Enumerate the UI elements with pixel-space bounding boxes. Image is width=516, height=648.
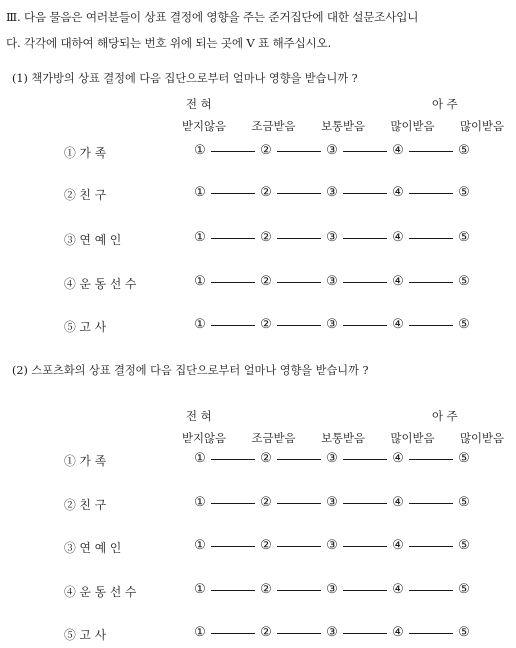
- question-1-title: (1) 책가방의 상표 결정에 다음 집단으로부터 얼마나 영향을 받습니까 ?: [12, 72, 358, 85]
- q1-scale-celebrity-connector-3: [343, 238, 387, 239]
- intro-text: [6, 4, 510, 56]
- q1-scale-celebrity-option-5[interactable]: ⑤: [458, 230, 470, 245]
- q1-scale-friend-option-5[interactable]: ⑤: [458, 185, 470, 200]
- q1-scale-label-2: 조금받음: [251, 119, 296, 133]
- q2-scale-celebrity-connector-2: [277, 546, 321, 547]
- q2-scale-family-option-2[interactable]: ②: [260, 451, 272, 466]
- q2-scale-celebrity-option-4[interactable]: ④: [392, 538, 404, 553]
- q2-scale-celebrity-option-5[interactable]: ⑤: [458, 538, 470, 553]
- q2-item-teacher: ⑤ 고 사: [64, 628, 107, 642]
- q1-scale-teacher-option-1[interactable]: ①: [194, 317, 206, 332]
- q2-scale-friend-option-1[interactable]: ①: [194, 495, 206, 510]
- q1-scale-celebrity-option-1[interactable]: ①: [194, 230, 206, 245]
- q2-scale-celebrity-connector-3: [343, 546, 387, 547]
- q1-scale-athlete[interactable]: [193, 275, 473, 291]
- q1-scale-celebrity-connector-2: [277, 238, 321, 239]
- q1-item-athlete: ④ 운 동 선 수: [64, 277, 137, 291]
- q1-scale-header-row: [182, 118, 504, 134]
- q2-scale-family-connector-2: [277, 459, 321, 460]
- q1-scale-teacher[interactable]: [193, 318, 473, 334]
- q1-scale-teacher-option-5[interactable]: ⑤: [458, 317, 470, 332]
- q1-scale-celebrity-option-3[interactable]: ③: [326, 230, 338, 245]
- q1-scale-family-connector-1: [211, 151, 255, 152]
- q2-scale-friend-option-2[interactable]: ②: [260, 495, 272, 510]
- q2-scale-family[interactable]: [193, 452, 473, 468]
- q2-scale-friend-option-5[interactable]: ⑤: [458, 495, 470, 510]
- q1-scale-family-option-5[interactable]: ⑤: [458, 143, 470, 158]
- q1-scale-friend-option-3[interactable]: ③: [326, 185, 338, 200]
- q1-item-teacher: ⑤ 고 사: [64, 320, 107, 334]
- q1-scale-celebrity-connector-1: [211, 238, 255, 239]
- q1-scale-family-option-2[interactable]: ②: [260, 143, 272, 158]
- q2-scale-teacher-option-5[interactable]: ⑤: [458, 625, 470, 640]
- q2-scale-family-option-3[interactable]: ③: [326, 451, 338, 466]
- q1-scale-athlete-option-5[interactable]: ⑤: [458, 274, 470, 289]
- q1-scale-family-connector-4: [409, 151, 453, 152]
- q2-scale-label-5: 많이받음: [459, 431, 504, 445]
- q2-scale-teacher-option-3[interactable]: ③: [326, 625, 338, 640]
- q1-scale-family-option-4[interactable]: ④: [392, 143, 404, 158]
- q2-scale-label-1: 받지않음: [182, 431, 227, 445]
- q2-scale-label-4: 많이받음: [390, 431, 435, 445]
- q1-scale-friend[interactable]: [193, 186, 473, 202]
- q1-scale-teacher-connector-4: [409, 325, 453, 326]
- q2-item-athlete: ④ 운 동 선 수: [64, 585, 137, 599]
- q1-scale-athlete-option-3[interactable]: ③: [326, 274, 338, 289]
- q2-scale-celebrity-option-2[interactable]: ②: [260, 538, 272, 553]
- q1-item-family: ① 가 족: [64, 146, 107, 160]
- q1-scale-family-option-3[interactable]: ③: [326, 143, 338, 158]
- q2-item-celebrity: ③ 연 예 인: [64, 541, 122, 555]
- q2-item-friend: ② 친 구: [64, 498, 107, 512]
- q2-scale-teacher[interactable]: [193, 626, 473, 642]
- q1-scale-athlete-option-1[interactable]: ①: [194, 274, 206, 289]
- q1-scale-athlete-connector-4: [409, 282, 453, 283]
- q1-scale-friend-option-4[interactable]: ④: [392, 185, 404, 200]
- q2-scale-athlete-option-3[interactable]: ③: [326, 582, 338, 597]
- q1-scale-low-label: 전 혀: [186, 97, 212, 111]
- q2-scale-friend-connector-3: [343, 503, 387, 504]
- q1-scale-label-3: 보통받음: [320, 119, 365, 133]
- q2-scale-athlete-option-2[interactable]: ②: [260, 582, 272, 597]
- q2-scale-friend-connector-4: [409, 503, 453, 504]
- q1-scale-friend-option-2[interactable]: ②: [260, 185, 272, 200]
- q1-scale-celebrity-option-2[interactable]: ②: [260, 230, 272, 245]
- q1-scale-family-option-1[interactable]: ①: [194, 143, 206, 158]
- q2-scale-teacher-option-1[interactable]: ①: [194, 625, 206, 640]
- q1-scale-label-5: 많이받음: [459, 119, 504, 133]
- question-2-title: (2) 스포츠화의 상표 결정에 다음 집단으로부터 얼마나 영향을 받습니까 ?: [12, 364, 369, 377]
- q2-scale-friend-option-4[interactable]: ④: [392, 495, 404, 510]
- q2-scale-athlete-connector-2: [277, 590, 321, 591]
- q2-scale-athlete-option-1[interactable]: ①: [194, 582, 206, 597]
- q1-scale-teacher-connector-1: [211, 325, 255, 326]
- q1-scale-friend-connector-2: [277, 193, 321, 194]
- q2-scale-athlete-option-5[interactable]: ⑤: [458, 582, 470, 597]
- q1-scale-friend-option-1[interactable]: ①: [194, 185, 206, 200]
- q2-scale-teacher-connector-2: [277, 633, 321, 634]
- q1-scale-athlete-option-2[interactable]: ②: [260, 274, 272, 289]
- q2-scale-friend-option-3[interactable]: ③: [326, 495, 338, 510]
- q1-scale-family-connector-3: [343, 151, 387, 152]
- q2-scale-header-row: [182, 430, 504, 446]
- q2-scale-celebrity-connector-1: [211, 546, 255, 547]
- q2-scale-celebrity-option-1[interactable]: ①: [194, 538, 206, 553]
- q2-scale-family-connector-3: [343, 459, 387, 460]
- q1-scale-celebrity-connector-4: [409, 238, 453, 239]
- q1-scale-athlete-option-4[interactable]: ④: [392, 274, 404, 289]
- q2-scale-celebrity-option-3[interactable]: ③: [326, 538, 338, 553]
- intro-line-1: Ⅲ. 다음 물음은 여러분들이 상표 결정에 영향을 주는 준거집단에 대한 설문조사입니: [6, 10, 419, 24]
- q1-scale-family[interactable]: [193, 144, 473, 160]
- q1-scale-teacher-option-3[interactable]: ③: [326, 317, 338, 332]
- q1-scale-athlete-connector-3: [343, 282, 387, 283]
- q2-scale-family-option-1[interactable]: ①: [194, 451, 206, 466]
- q1-item-celebrity: ③ 연 예 인: [64, 233, 122, 247]
- q2-scale-athlete-option-4[interactable]: ④: [392, 582, 404, 597]
- q1-scale-teacher-connector-2: [277, 325, 321, 326]
- q1-scale-athlete-connector-2: [277, 282, 321, 283]
- q2-scale-family-option-5[interactable]: ⑤: [458, 451, 470, 466]
- q1-scale-label-4: 많이받음: [390, 119, 435, 133]
- q1-scale-label-1: 받지않음: [182, 119, 227, 133]
- q2-scale-label-2: 조금받음: [251, 431, 296, 445]
- q2-scale-friend[interactable]: [193, 496, 473, 512]
- q2-scale-teacher-connector-3: [343, 633, 387, 634]
- q2-scale-teacher-connector-1: [211, 633, 255, 634]
- q1-scale-high-label: 아 주: [432, 97, 458, 111]
- q2-item-family: ① 가 족: [64, 454, 107, 468]
- q1-scale-friend-connector-1: [211, 193, 255, 194]
- q2-scale-teacher-option-4[interactable]: ④: [392, 625, 404, 640]
- q1-scale-teacher-connector-3: [343, 325, 387, 326]
- q2-scale-athlete[interactable]: [193, 583, 473, 599]
- q2-scale-high-label: 아 주: [432, 409, 458, 423]
- q2-scale-teacher-option-2[interactable]: ②: [260, 625, 272, 640]
- q2-scale-teacher-connector-4: [409, 633, 453, 634]
- q2-scale-athlete-connector-1: [211, 590, 255, 591]
- q1-item-friend: ② 친 구: [64, 188, 107, 202]
- q1-scale-teacher-option-2[interactable]: ②: [260, 317, 272, 332]
- q2-scale-family-connector-1: [211, 459, 255, 460]
- q2-scale-friend-connector-2: [277, 503, 321, 504]
- q1-scale-friend-connector-3: [343, 193, 387, 194]
- q2-scale-friend-connector-1: [211, 503, 255, 504]
- q2-scale-celebrity[interactable]: [193, 539, 473, 555]
- q1-scale-teacher-option-4[interactable]: ④: [392, 317, 404, 332]
- q1-scale-athlete-connector-1: [211, 282, 255, 283]
- q2-scale-athlete-connector-3: [343, 590, 387, 591]
- q2-scale-low-label: 전 혀: [186, 409, 212, 423]
- q2-scale-family-option-4[interactable]: ④: [392, 451, 404, 466]
- q2-scale-athlete-connector-4: [409, 590, 453, 591]
- q1-scale-celebrity[interactable]: [193, 231, 473, 247]
- q1-scale-family-connector-2: [277, 151, 321, 152]
- intro-line-2: 다. 각각에 대하여 해당되는 번호 위에 되는 곳에 V 표 해주십시오.: [6, 36, 331, 50]
- q1-scale-friend-connector-4: [409, 193, 453, 194]
- q2-scale-label-3: 보통받음: [320, 431, 365, 445]
- q1-scale-celebrity-option-4[interactable]: ④: [392, 230, 404, 245]
- q2-scale-family-connector-4: [409, 459, 453, 460]
- q2-scale-celebrity-connector-4: [409, 546, 453, 547]
